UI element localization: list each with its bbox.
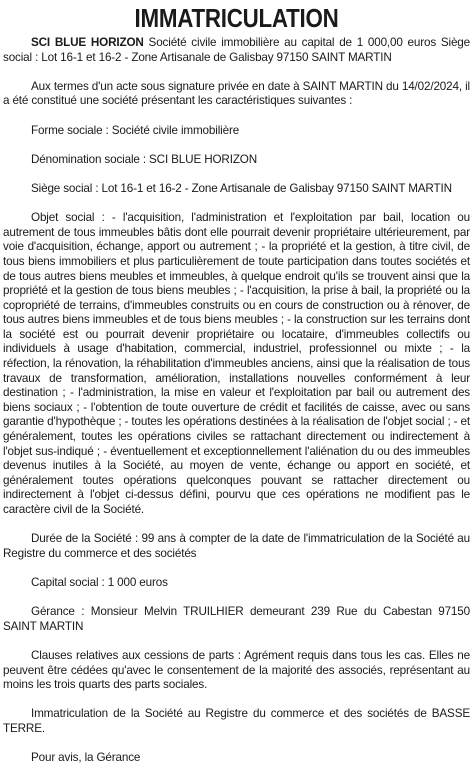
intro-paragraph (3, 36, 470, 65)
immatriculation-rcs: Immatriculation de la Société au Registre du commerce et des sociétés de BASSE TERRE. (3, 707, 470, 735)
company-name: SCI BLUE HORIZON (31, 36, 144, 49)
forme-sociale: Forme sociale : Société civile immobilière (31, 123, 240, 137)
notice-title: IMMATRICULATION (134, 3, 339, 33)
intro-rest: Société civile immobilière au capital de 1 000,00 euros Siège social : Lot 16-1 et 16-2 - Zone Artisanale de Galisbay 97150 SAINT MARTIN (3, 36, 470, 64)
capital-social: Capital social : 1 000 euros (31, 575, 168, 589)
signature: Pour avis, la Gérance (31, 751, 141, 765)
clauses-cession: Clauses relatives aux cessions de parts : Agrément requis dans tous les cas. Elles ne peuvent être cédées qu'avec le consentement de la majorité des associés, représentant au moins les trois quarts des parts sociales. (3, 648, 470, 692)
duree-societe: Durée de la Société : 99 ans à compter de la date de l'immatriculation de la Société au Registre du commerce et des sociétés (3, 532, 470, 560)
gerance: Gérance : Monsieur Melvin TRUILHIER demeurant 239 Rue du Cabestan 97150 SAINT MARTIN (3, 605, 470, 633)
siege-social: Siège social : Lot 16-1 et 16-2 - Zone Artisanale de Galisbay 97150 SAINT MARTIN (31, 181, 452, 195)
acte-paragraph: Aux termes d'un acte sous signature privée en date à SAINT MARTIN du 14/02/2024, il a été constitué une société présentant les caractéristiques suivantes : (3, 79, 470, 108)
objet-social: Objet social : - l'acquisition, l'administration et l'exploitation par bail, location ou autrement de tous immeubles bâtis dont elle pourrait devenir propriétaire ultérieurement, par voie d'acquisition, échange, apport ou autrement ; - la propriété et la gestion, à titre civil, de tous biens immobiliers et plus particulièrement de toute participation dans toutes sociétés et de tous autres biens meubles et immeubles, à quelque endroit qu'ils se trouvent ainsi que la propriété et la gestion de tous biens meubles ; - l'acquisition, la prise à bail, la propriété ou la copropriété de terrains, d'immeubles construits ou en cours de construction ou à rénover, de tous autres biens immeubles et de tous biens meubles ; - la construction sur les terrains dont la société est ou pourrait devenir propriétaire ou locataire, d'immeubles collectifs ou individuels à usage d'habitation, commercial, industriel, professionnel ou mixte ; - la réfection, la rénovation, la réhabilitation d'immeubles anciens, ainsi que la réalisation de tous travaux de transformation, amélioration, installations nouvelles conformément à leur destination ; - l'administration, la mise en valeur et l'exploitation par bail ou autrement des biens sociaux ; - l'obtention de toute ouverture de crédit et facilités de caisse, avec ou sans garantie d'hypothèque ; - toutes les opérations destinées à la réalisation de l'objet social ; - et généralement, toutes les opérations civiles se rattachant directement ou indirectement à l'objet sus-indiqué ; - éventuellement et exceptionnellement l'aliénation du ou des immeubles devenus inutiles à la Société, au moyen de vente, échange ou apport en société, et généralement toutes opérations quelconques pouvant se rattacher directement ou indirectement à l'objet ci-dessus défini, pourvu que ces opérations ne modifient pas le caractère civil de la Société. (3, 211, 470, 516)
denomination-sociale: Dénomination sociale : SCI BLUE HORIZON (31, 152, 258, 166)
